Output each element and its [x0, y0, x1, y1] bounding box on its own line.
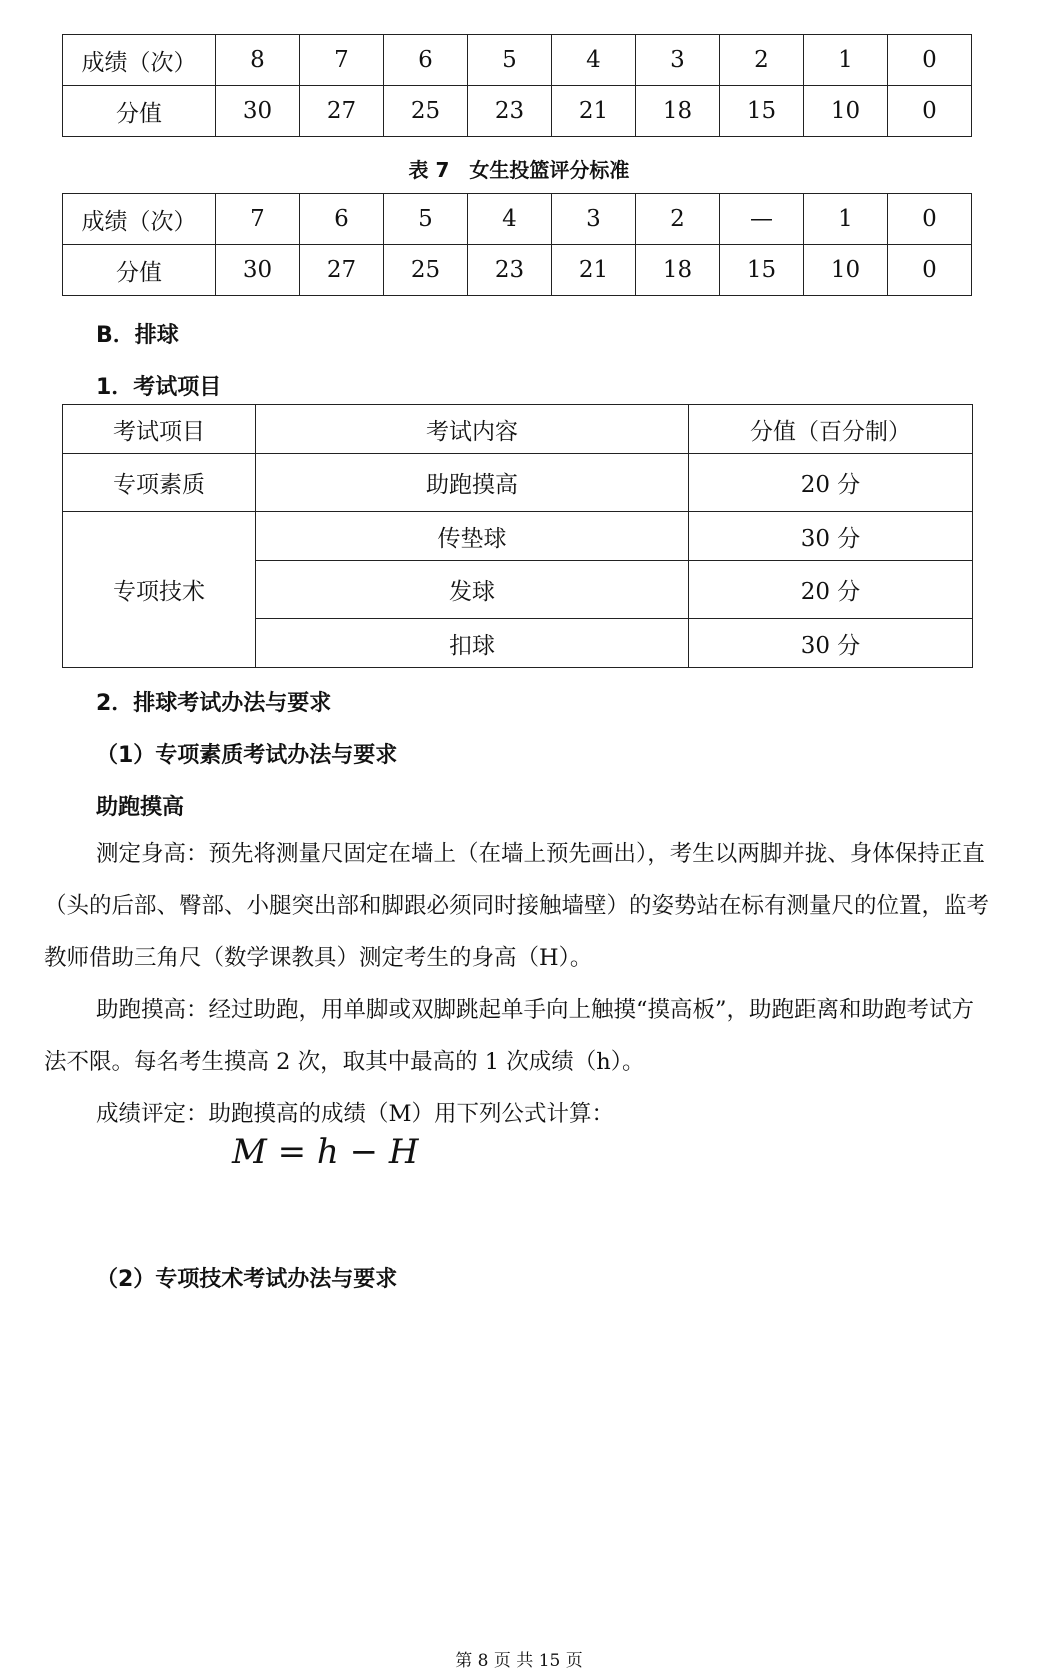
- height-measurement-paragraph: 测定身高：预先将测量尺固定在墙上（在墙上预先画出），考生以两脚并拢、身体保持正直（头的后部、臀部、小腿突出部和脚跟必须同时接触墙壁）的姿势站在标有测量尺的位置，监考教师借助三角尺（数学课教具）测定考生的身高（H）。: [44, 841, 990, 971]
- table-cell: 10: [804, 86, 888, 137]
- table-cell: 7: [300, 35, 384, 86]
- table-cell: 1: [804, 35, 888, 86]
- table-cell: 专项技术: [63, 512, 256, 668]
- table-cell: 30 分: [689, 512, 973, 561]
- run-up-reach-paragraph: 助跑摸高：经过助跑，用单脚或双脚跳起单手向上触摸“摸高板”，助跑距离和助跑考试方法不限。每名考生摸高 2 次，取其中最高的 1 次成绩（h）。: [44, 997, 975, 1075]
- score-formula: M = h − H: [232, 1132, 419, 1172]
- table-cell: 0: [888, 86, 972, 137]
- table-cell: 0: [888, 245, 972, 296]
- table-cell: 助跑摸高: [256, 454, 689, 512]
- table-cell: 3: [552, 194, 636, 245]
- table-cell: 23: [468, 86, 552, 137]
- table-cell: 25: [384, 245, 468, 296]
- evaluation-paragraph: 成绩评定：助跑摸高的成绩（M）用下列公式计算：: [96, 1101, 615, 1127]
- table-header-row: [63, 405, 973, 454]
- table-cell: 1: [804, 194, 888, 245]
- table-cell: 分值: [63, 86, 216, 137]
- table-row: [63, 35, 972, 86]
- table-7-caption: 表 7 女生投篮评分标准: [408, 158, 630, 182]
- table-cell: 5: [468, 35, 552, 86]
- volleyball-exam-table: [62, 404, 973, 668]
- table-cell: 10: [804, 245, 888, 296]
- table-cell: 15: [720, 245, 804, 296]
- table-header-cell: 考试项目: [63, 405, 256, 454]
- table-cell: 21: [552, 245, 636, 296]
- quality-methods-heading: （1）专项素质考试办法与要求: [96, 743, 398, 768]
- page-footer: 第 8 页 共 15 页: [455, 1651, 583, 1671]
- table-cell: 7: [216, 194, 300, 245]
- table-cell: 6: [384, 35, 468, 86]
- table-cell: 专项素质: [63, 454, 256, 512]
- table-cell: 成绩（次）: [63, 35, 216, 86]
- table-cell: 分值: [63, 245, 216, 296]
- basketball-score-table-male: [62, 34, 972, 137]
- table-header-cell: 分值（百分制）: [689, 405, 973, 454]
- table-cell: 2: [636, 194, 720, 245]
- table-cell: 2: [720, 35, 804, 86]
- table-header-cell: 考试内容: [256, 405, 689, 454]
- table-cell: 8: [216, 35, 300, 86]
- table-cell: 15: [720, 86, 804, 137]
- table-cell: 3: [636, 35, 720, 86]
- table-cell: 20 分: [689, 561, 973, 619]
- table-cell: 发球: [256, 561, 689, 619]
- table-cell: 23: [468, 245, 552, 296]
- table-cell: 25: [384, 86, 468, 137]
- table-row: [63, 512, 973, 561]
- table-row: [63, 454, 973, 512]
- table-row: [63, 245, 972, 296]
- table-row: [63, 86, 972, 137]
- table-cell: 27: [300, 245, 384, 296]
- table-cell: 扣球: [256, 619, 689, 668]
- body-text: [44, 828, 994, 1140]
- table-cell: 18: [636, 245, 720, 296]
- table-cell: 传垫球: [256, 512, 689, 561]
- table-cell: 30: [216, 245, 300, 296]
- table-cell: 0: [888, 194, 972, 245]
- table-cell: 6: [300, 194, 384, 245]
- table-cell: 30: [216, 86, 300, 137]
- table-cell: 5: [384, 194, 468, 245]
- table-cell: 21: [552, 86, 636, 137]
- run-up-reach-heading: 助跑摸高: [96, 795, 185, 820]
- table-cell: —: [720, 194, 804, 245]
- section-b-heading: B．排球: [96, 323, 179, 348]
- table-cell: 0: [888, 35, 972, 86]
- basketball-score-table-female: [62, 193, 972, 296]
- exam-methods-heading: 2．排球考试办法与要求: [96, 691, 332, 716]
- table-cell: 30 分: [689, 619, 973, 668]
- table-cell: 4: [552, 35, 636, 86]
- table-row: [63, 194, 972, 245]
- exam-items-heading: 1．考试项目: [96, 375, 222, 400]
- table-cell: 20 分: [689, 454, 973, 512]
- table-cell: 18: [636, 86, 720, 137]
- table-cell: 成绩（次）: [63, 194, 216, 245]
- table-cell: 27: [300, 86, 384, 137]
- technique-methods-heading: （2）专项技术考试办法与要求: [96, 1267, 398, 1292]
- table-cell: 4: [468, 194, 552, 245]
